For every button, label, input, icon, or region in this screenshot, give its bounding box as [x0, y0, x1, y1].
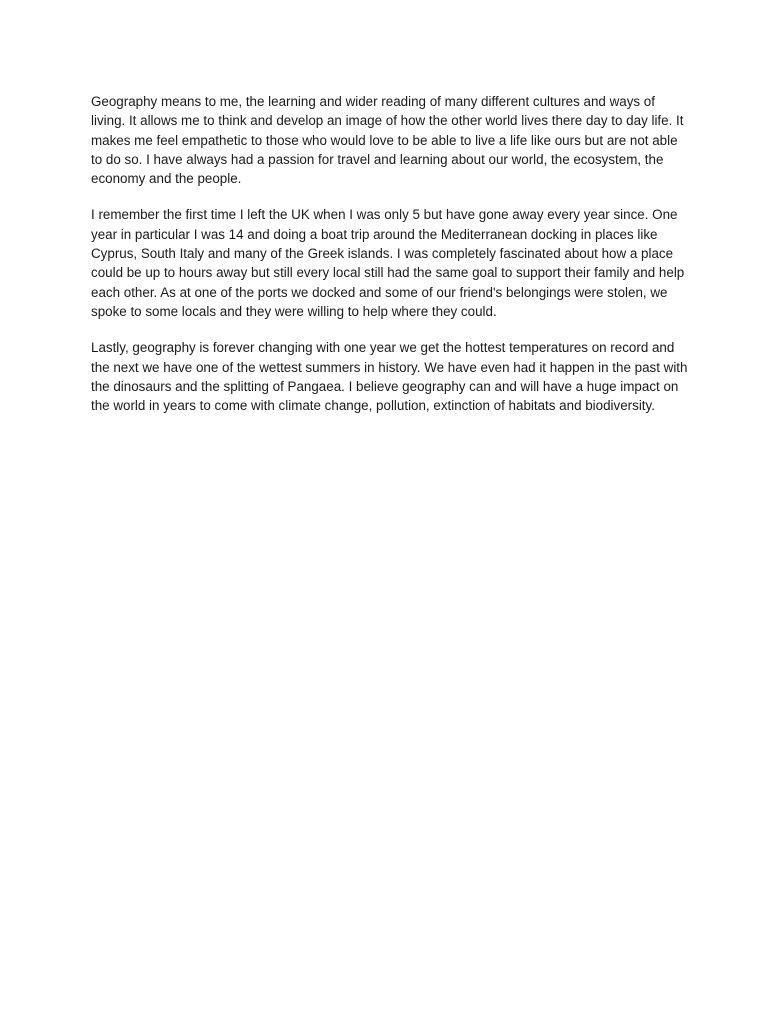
paragraph-travel-memory: I remember the first time I left the UK when I was only 5 but have gone away every year since. One year in particular I was 14 and doing a boat trip around the Mediterranean docking in places like Cyprus, South Italy and many of the Greek islands. I was completely fascinated about how a place could be up to hours away but still every local still had the same goal to support their family and help each other. As at one of the ports we docked and some of our friend's belongings were stolen, we spoke to some locals and they were willing to help where they could.: [91, 207, 685, 319]
paragraph-geography-meaning: Geography means to me, the learning and wider reading of many different cultures and ways of living. It allows me to think and develop an image of how the other world lives there day to day life. It makes me feel empathetic to those who would love to be able to live a life like ours but are not able to do so. I have always had a passion for travel and learning about our world, the ecosystem, the economy and the people.: [91, 94, 684, 187]
document-body: [91, 92, 691, 415]
paragraph-changing-geography: Lastly, geography is forever changing with one year we get the hottest temperatures on record and the next we have one of the wettest summers in history. We have even had it happen in the past with the dinosaurs and the splitting of Pangaea. I believe geography can and will have a huge impact on the world in years to come with climate change, pollution, extinction of habitats and biodiversity.: [91, 340, 688, 414]
